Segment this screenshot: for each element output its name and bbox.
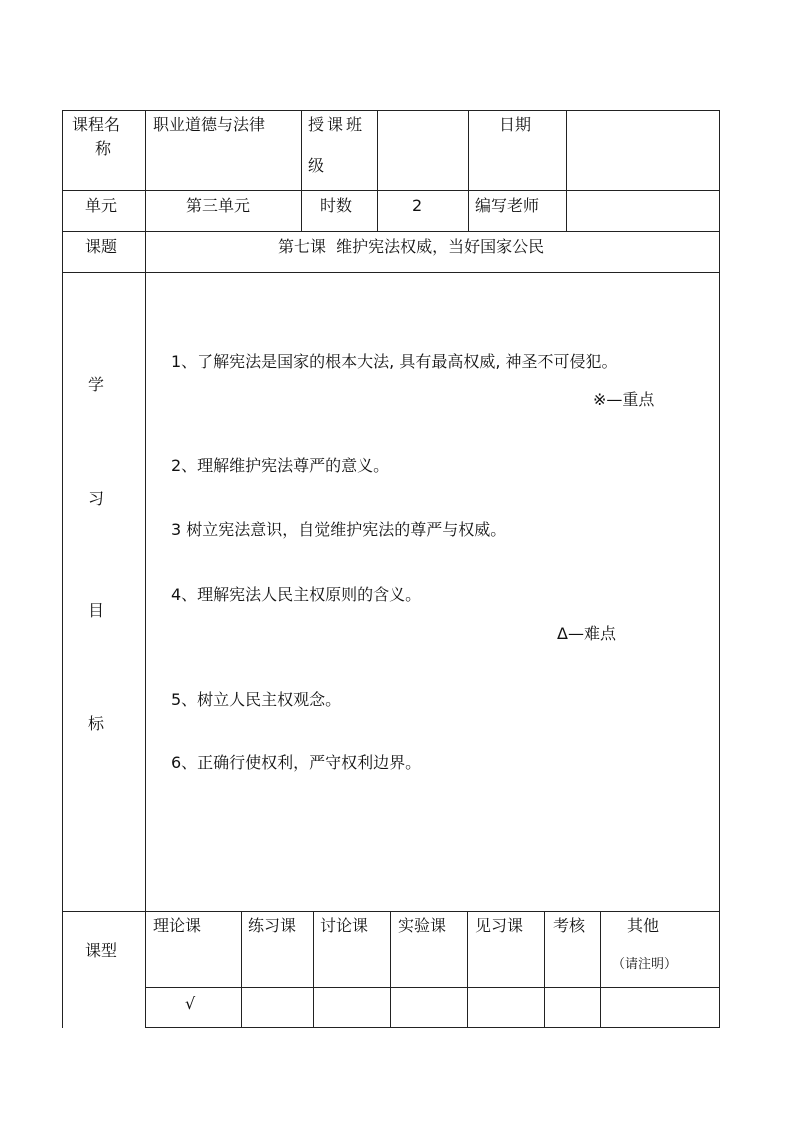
course-type-other-note: （请注明） [612,957,678,972]
rule-top [62,110,720,111]
hours-label: 时数 [320,196,353,215]
objective-item-4: 4、理解宪法人民主权原则的含义。 [171,585,422,604]
course-name-label: 课程名 [72,115,121,134]
course-type-discussion: 讨论课 [320,916,369,935]
course-type-label: 课型 [85,941,118,960]
objectives-label-1: 学 [88,375,105,394]
rule-row1 [62,190,720,191]
rule-ct-c7 [600,911,601,1028]
objective-item-6: 6、正确行使权利，严守权利边界。 [171,753,422,772]
hours-value: 2 [412,196,423,215]
course-type-practice: 练习课 [248,916,297,935]
objectives-label-3: 目 [88,601,105,620]
rule-r1-c6 [566,110,567,231]
rule-row4 [62,911,720,912]
unit-value: 第三单元 [186,196,251,215]
date-label: 日期 [499,115,532,134]
author-label: 编写老师 [475,196,540,215]
topic-value: 第七课 维护宪法权威，当好国家公民 [278,237,545,256]
rule-ct-c4 [390,911,391,1028]
objective-item-2: 2、理解维护宪法尊严的意义。 [171,456,390,475]
course-type-theory: 理论课 [153,916,202,935]
class-label-cont: 级 [308,156,325,175]
rule-r1-c4 [377,110,378,231]
rule-r1-c3 [301,110,302,231]
objective-item-3: 3 树立宪法意识，自觉维护宪法的尊严与权威。 [171,520,507,539]
rule-right [719,110,720,1028]
rule-r1-c5 [468,110,469,231]
objective-item-1: 1、了解宪法是国家的根本大法, 具有最高权威, 神圣不可侵犯。 [171,352,618,371]
rule-ct-c2 [241,911,242,1028]
course-name-value: 职业道德与法律 [153,115,266,134]
rule-bottom [145,1027,720,1028]
course-type-experiment: 实验课 [398,916,447,935]
rule-row2 [62,231,720,232]
class-label: 授课班 [308,115,366,134]
rule-ct-c6 [544,911,545,1028]
rule-row3 [62,272,720,273]
objective-difficulty-note: Δ—难点 [557,624,616,643]
course-name-label-cont: 称 [95,139,112,158]
objectives-label-2: 习 [88,489,105,508]
course-type-internship: 见习课 [475,916,524,935]
objectives-label-4: 标 [88,714,105,733]
rule-row5 [145,987,720,988]
rule-left [62,110,63,1028]
objective-item-5: 5、树立人民主权观念。 [171,690,342,709]
course-type-exam: 考核 [553,916,586,935]
objective-key-note: ※—重点 [593,390,655,409]
rule-ct-c5 [467,911,468,1028]
unit-label: 单元 [85,196,118,215]
rule-ct-c3 [313,911,314,1028]
mark-theory: √ [185,994,196,1013]
topic-label: 课题 [85,237,118,256]
course-type-other: 其他 [627,916,660,935]
rule-label-col [145,110,146,1028]
